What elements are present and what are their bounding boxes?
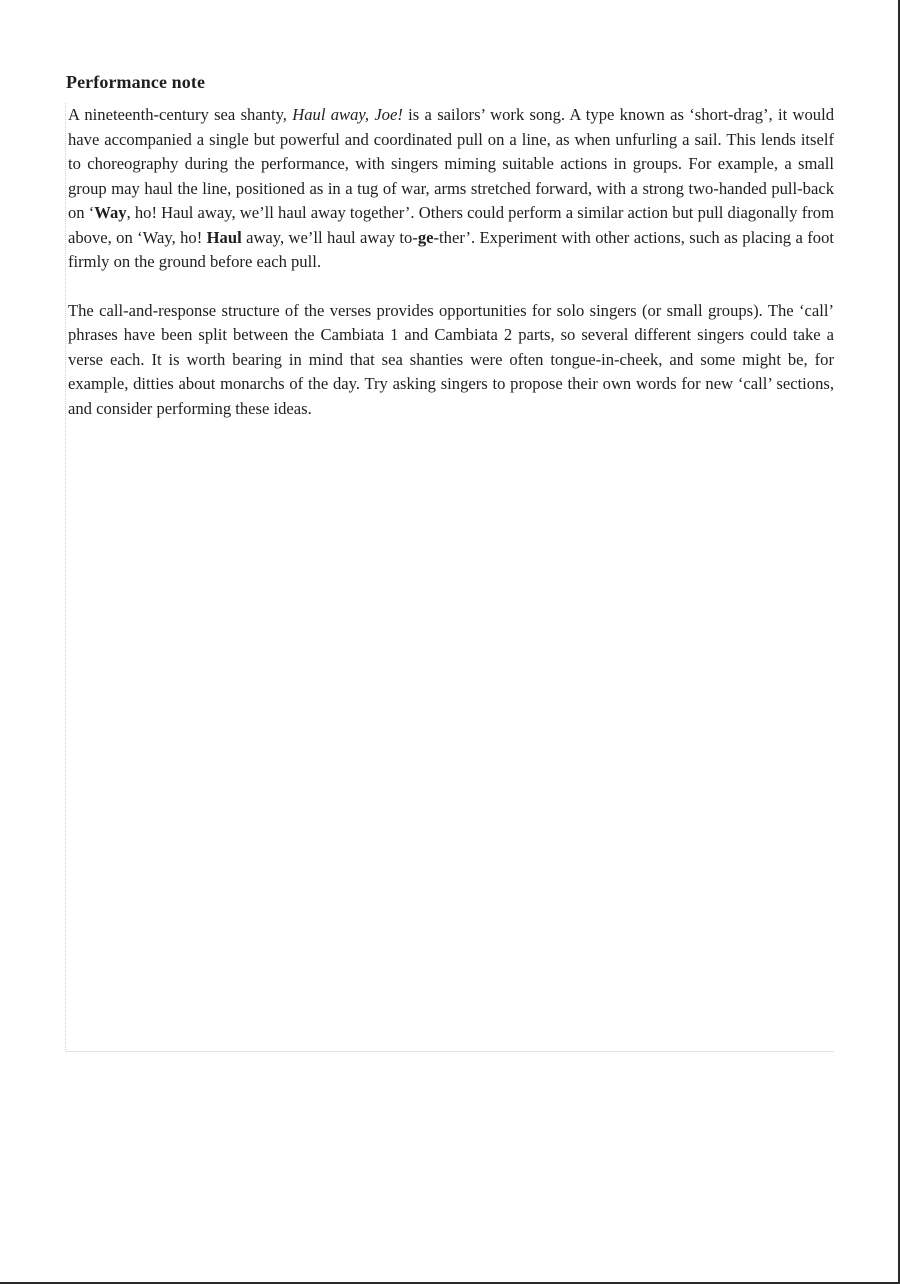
paragraph-1 [66, 103, 834, 275]
emphasis-ge: ge [417, 227, 434, 247]
paragraph-2: The call-and-response structure of the verses provides opportunities for solo singers (or small groups). The ‘call’ phrases have been split between the Cambiata 1 and Cambiata 2 parts, so several different singers could take a verse each. It is worth bearing in mind that sea shanties were often tongue-in-cheek, and some might be, for example, ditties about monarchs of the day. Try asking singers to propose their own words for new ‘call’ sections, and consider performing these ideas. [68, 300, 834, 418]
p1-text-3: , ho! Haul away, we’ll haul away together’. Others could perform a similar action but pull diagonally from above, on ‘Way, ho! [68, 203, 834, 247]
song-title: Haul away, Joe! [292, 105, 403, 124]
p1-text-1: A nineteenth-century sea shanty, [68, 105, 293, 124]
p1-text-5: -ther’. Experiment with other actions, such as placing a foot firmly on the ground before each pull. [68, 227, 834, 271]
emphasis-haul: Haul [206, 227, 242, 247]
section-heading: Performance note [66, 72, 206, 92]
p1-text-4: away, we’ll haul away to- [241, 227, 418, 247]
emphasis-way: Way [94, 203, 127, 222]
p1-text-2: is a sailors’ work song. A type known as ‘short-drag’, it would have accompanied a single but powerful and coordinated pull on a line, as when unfurling a sail. This lends itself to choreography during the performance, with singers miming suitable actions in groups. For example, a small group may haul the line, positioned as in a tug of war, arms stretched forward, with a strong two-handed pull-back on ‘ [68, 105, 834, 222]
text-frame [65, 103, 834, 1052]
